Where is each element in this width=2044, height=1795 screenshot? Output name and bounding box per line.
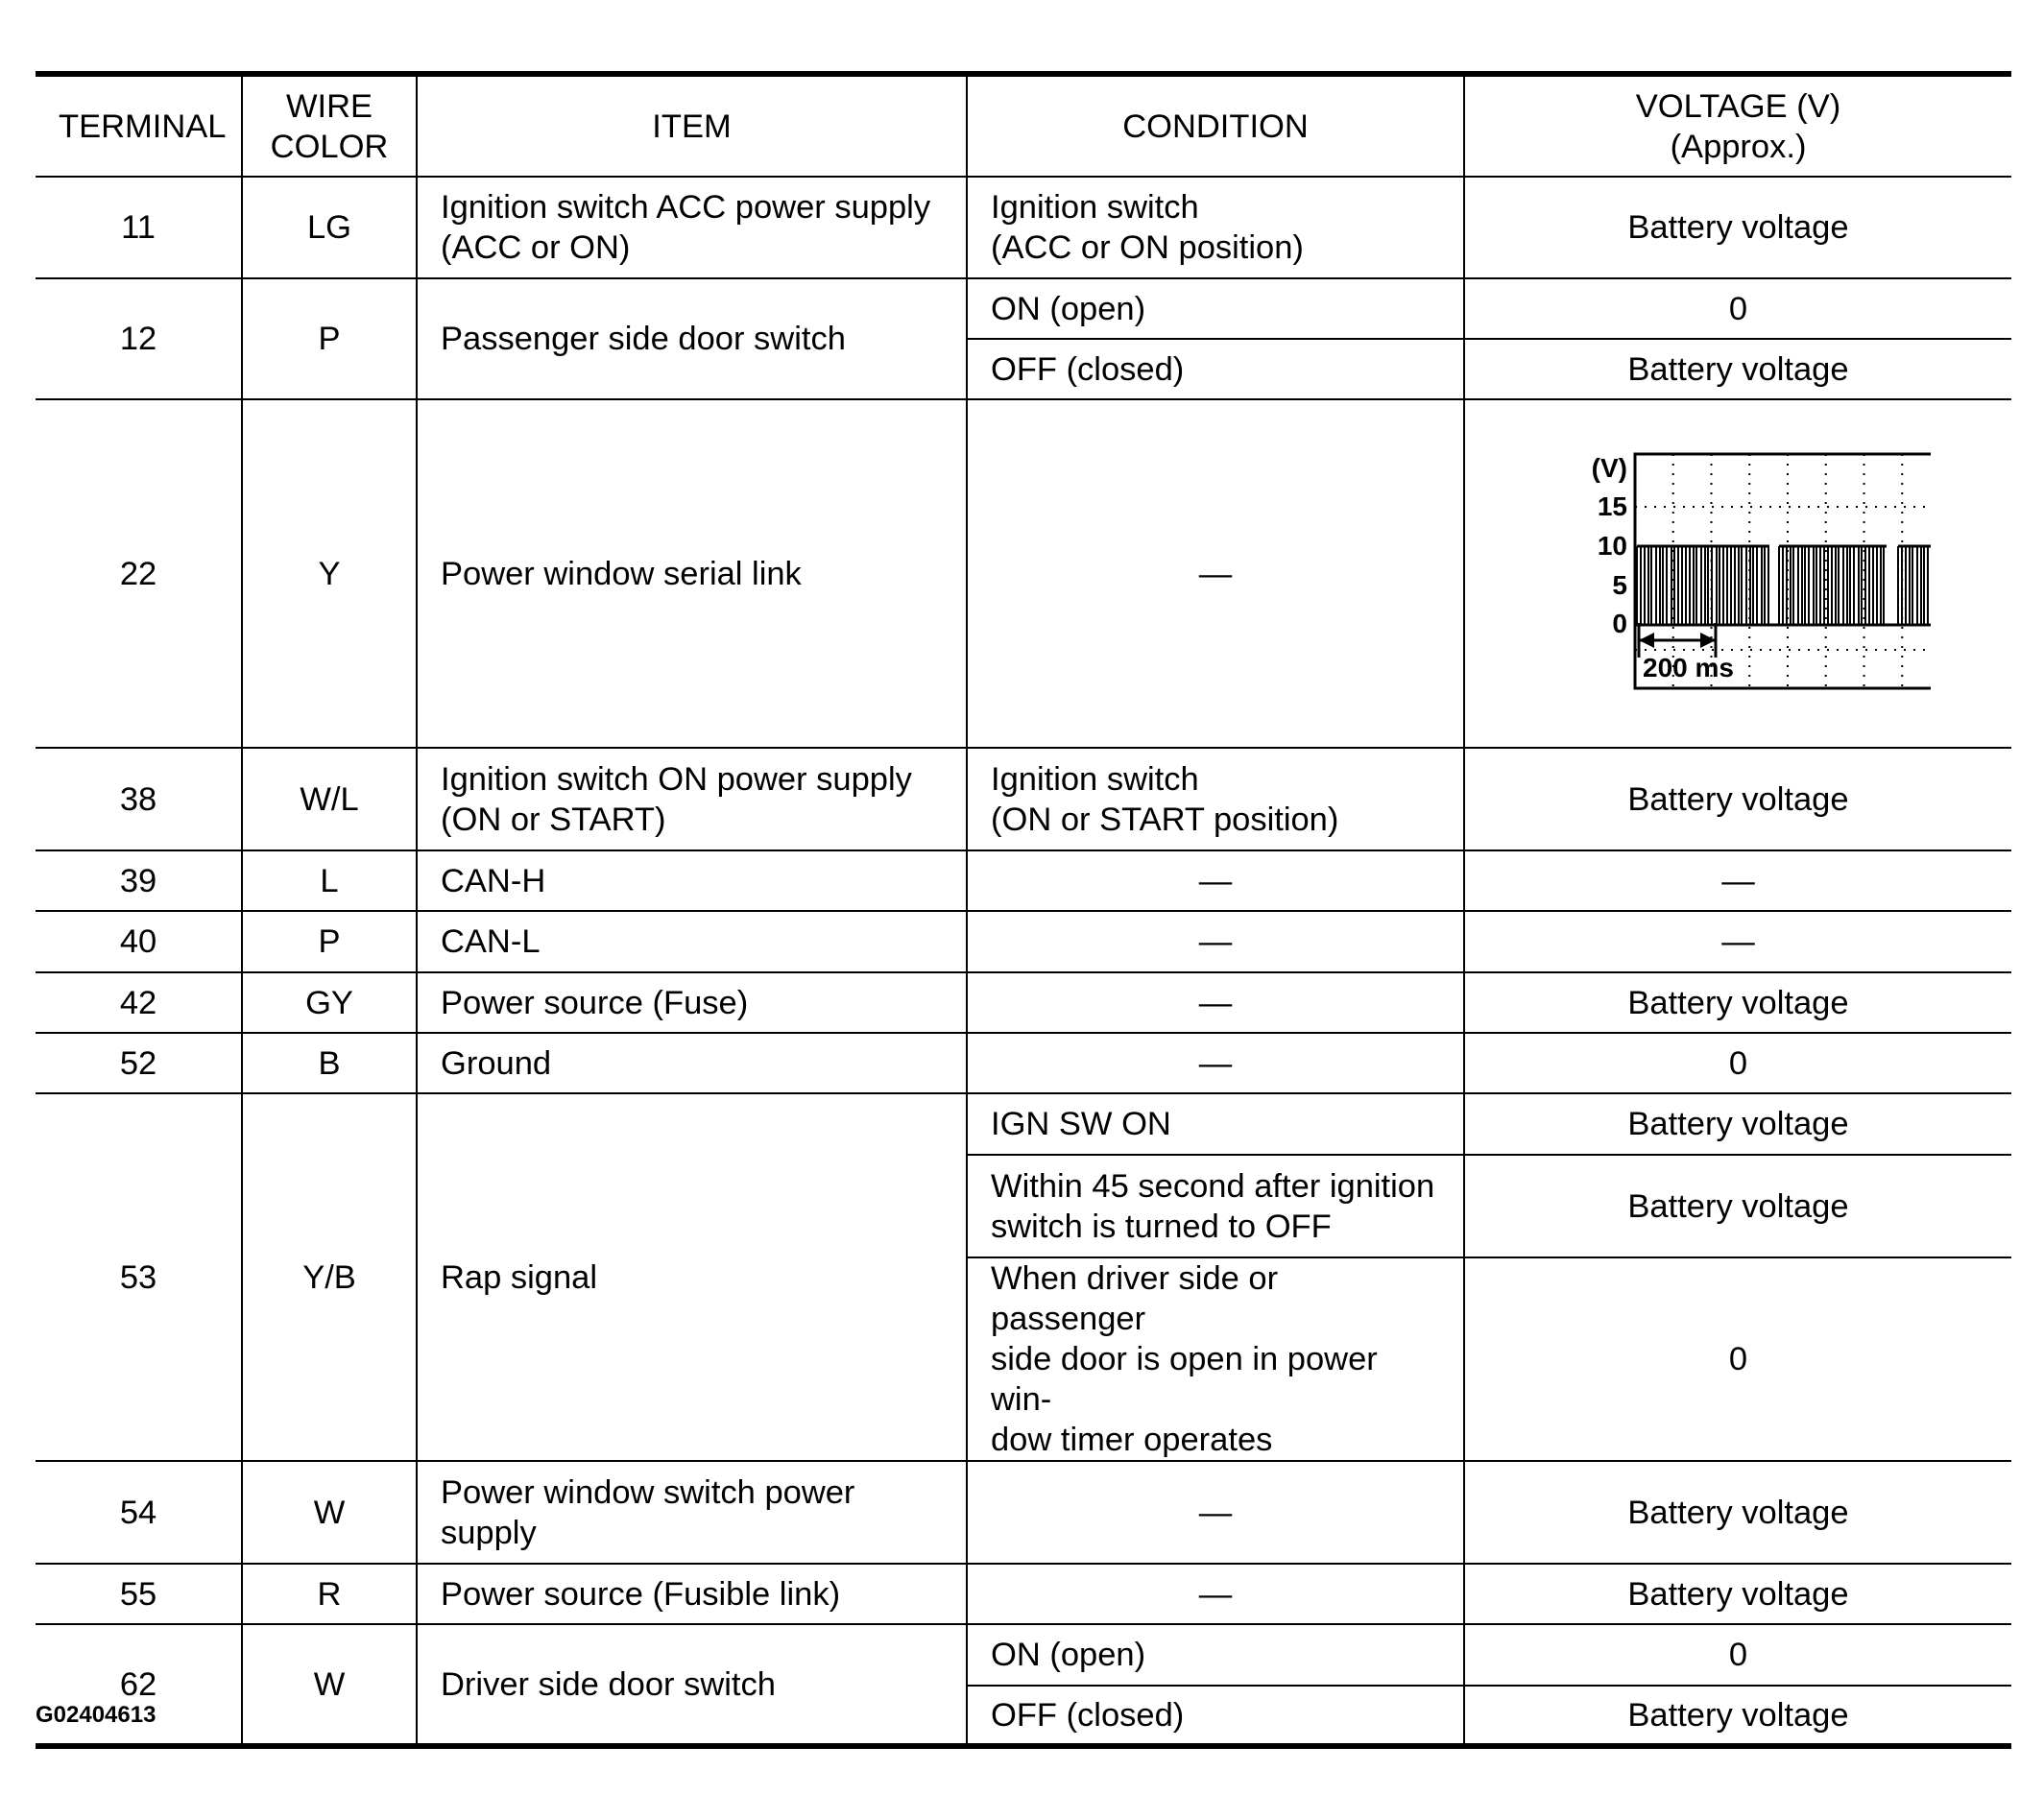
- terminal-cell: 38: [36, 748, 242, 850]
- item-cell: Power window switch power supply: [417, 1461, 967, 1564]
- wire-color-cell: W: [242, 1624, 417, 1746]
- header-voltage: VOLTAGE (V) (Approx.): [1464, 74, 2011, 177]
- condition-cell: ON (open): [967, 1624, 1464, 1686]
- pulse-burst: [1637, 546, 1768, 625]
- wire-color-cell: Y/B: [242, 1093, 417, 1461]
- voltage-cell: 0: [1464, 1033, 2011, 1093]
- wire-color-cell: P: [242, 278, 417, 399]
- terminal-cell: 55: [36, 1564, 242, 1624]
- table-row: [36, 399, 2011, 748]
- header-item: ITEM: [417, 74, 967, 177]
- condition-cell: —: [967, 1461, 1464, 1564]
- terminal-cell: 62: [36, 1624, 242, 1746]
- table-row: [36, 1093, 2011, 1155]
- table-row: [36, 1624, 2011, 1686]
- voltage-cell: Battery voltage: [1464, 1155, 2011, 1257]
- wire-color-cell: LG: [242, 177, 417, 278]
- item-cell: Ignition switch ACC power supply (ACC or ON): [417, 177, 967, 278]
- condition-cell: OFF (closed): [967, 339, 1464, 399]
- condition-cell: —: [967, 1033, 1464, 1093]
- y-tick-label: 5: [1611, 569, 1627, 600]
- voltage-cell: 0: [1464, 1624, 2011, 1686]
- wire-color-cell: W/L: [242, 748, 417, 850]
- figure-code: G02404613: [36, 1702, 156, 1728]
- voltage-cell: Battery voltage: [1464, 177, 2011, 278]
- voltage-cell: Battery voltage: [1464, 748, 2011, 850]
- voltage-cell: Battery voltage: [1464, 1686, 2011, 1746]
- voltage-cell: —: [1464, 911, 2011, 972]
- condition-cell: ON (open): [967, 278, 1464, 339]
- serial-link-waveform: [1547, 444, 1931, 704]
- table-row: [36, 972, 2011, 1033]
- terminal-cell: 11: [36, 177, 242, 278]
- voltage-cell: Battery voltage: [1464, 972, 2011, 1033]
- terminal-cell: 40: [36, 911, 242, 972]
- terminal-cell: 39: [36, 850, 242, 911]
- condition-cell: —: [967, 1564, 1464, 1624]
- voltage-cell: Battery voltage: [1464, 1093, 2011, 1155]
- header-row: [36, 74, 2011, 177]
- item-cell: CAN-L: [417, 911, 967, 972]
- wire-color-cell: L: [242, 850, 417, 911]
- item-cell: Ignition switch ON power supply (ON or START): [417, 748, 967, 850]
- item-cell: Driver side door switch: [417, 1624, 967, 1746]
- condition-cell: —: [967, 850, 1464, 911]
- table-row: [36, 177, 2011, 278]
- voltage-cell: Battery voltage: [1464, 339, 2011, 399]
- condition-cell: Within 45 second after ignition switch is turned to OFF: [967, 1155, 1464, 1257]
- terminal-cell: 54: [36, 1461, 242, 1564]
- unit-label: (V): [1591, 452, 1627, 483]
- wire-color-cell: B: [242, 1033, 417, 1093]
- y-tick-label: 10: [1597, 530, 1627, 561]
- table-row: [36, 1033, 2011, 1093]
- voltage-cell: Battery voltage: [1464, 1461, 2011, 1564]
- table-row: [36, 1461, 2011, 1564]
- condition-cell: OFF (closed): [967, 1686, 1464, 1746]
- item-cell: Power source (Fuse): [417, 972, 967, 1033]
- table-row: [36, 278, 2011, 339]
- voltage-cell: Battery voltage: [1464, 1564, 2011, 1624]
- table-row: [36, 911, 2011, 972]
- item-cell: Power window serial link: [417, 399, 967, 748]
- condition-cell: Ignition switch (ON or START position): [967, 748, 1464, 850]
- terminal-cell: 42: [36, 972, 242, 1033]
- item-cell: Rap signal: [417, 1093, 967, 1461]
- voltage-cell: —: [1464, 850, 2011, 911]
- signal-pulses: [1635, 546, 1931, 625]
- item-cell: Ground: [417, 1033, 967, 1093]
- terminal-voltage-table: [36, 71, 2011, 1749]
- header-condition: CONDITION: [967, 74, 1464, 177]
- condition-cell: Ignition switch (ACC or ON position): [967, 177, 1464, 278]
- wire-color-cell: P: [242, 911, 417, 972]
- header-wire-color: WIRE COLOR: [242, 74, 417, 177]
- waveform-cell: [1464, 399, 2011, 748]
- condition-cell: When driver side or passenger side door is open in power win- dow timer operates: [967, 1257, 1464, 1461]
- terminal-cell: 52: [36, 1033, 242, 1093]
- item-cell: CAN-H: [417, 850, 967, 911]
- terminal-cell: 22: [36, 399, 242, 748]
- pulse-burst: [1779, 546, 1884, 625]
- wire-color-cell: GY: [242, 972, 417, 1033]
- condition-cell: —: [967, 972, 1464, 1033]
- y-tick-label: 0: [1611, 608, 1627, 638]
- voltage-cell: 0: [1464, 1257, 2011, 1461]
- header-terminal: TERMINAL: [36, 74, 242, 177]
- y-tick-label: 15: [1597, 491, 1627, 521]
- condition-cell: —: [967, 399, 1464, 748]
- time-scale-label: 200 ms: [1642, 652, 1734, 682]
- pulse-burst: [1898, 546, 1931, 625]
- condition-cell: —: [967, 911, 1464, 972]
- wire-color-cell: Y: [242, 399, 417, 748]
- wire-color-cell: R: [242, 1564, 417, 1624]
- terminal-cell: 53: [36, 1093, 242, 1461]
- table-row: [36, 850, 2011, 911]
- item-cell: Power source (Fusible link): [417, 1564, 967, 1624]
- condition-cell: IGN SW ON: [967, 1093, 1464, 1155]
- item-cell: Passenger side door switch: [417, 278, 967, 399]
- table-row: [36, 748, 2011, 850]
- wire-color-cell: W: [242, 1461, 417, 1564]
- terminal-cell: 12: [36, 278, 242, 399]
- voltage-cell: 0: [1464, 278, 2011, 339]
- table-row: [36, 1564, 2011, 1624]
